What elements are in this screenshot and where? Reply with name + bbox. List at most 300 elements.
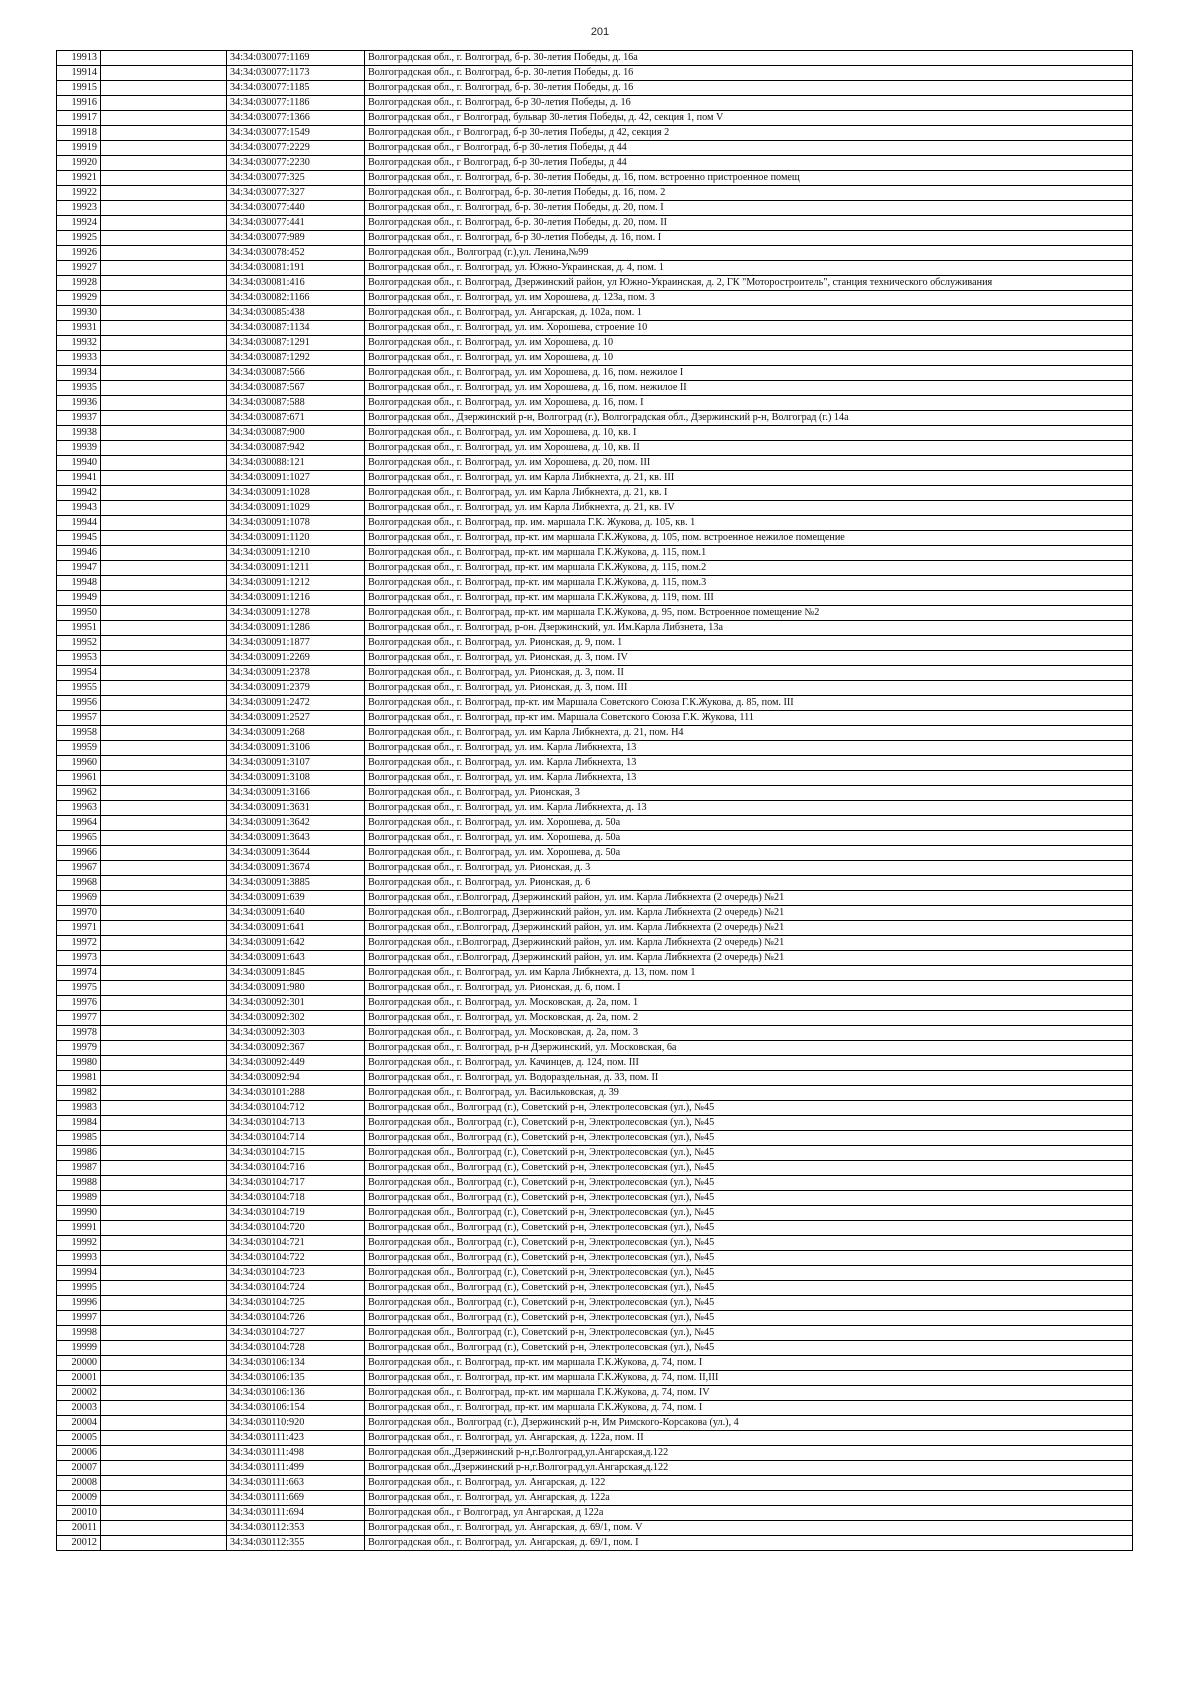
table-row [57, 156, 1133, 171]
row-number-cell: 19965 [57, 831, 101, 846]
table-row [57, 1056, 1133, 1071]
cadastral-number-cell: 34:34:030111:663 [227, 1476, 365, 1491]
table-row [57, 261, 1133, 276]
blank-cell [101, 921, 227, 936]
address-cell: Волгоградская обл., г. Волгоград, ул. Ангарская, д. 122 [365, 1476, 1133, 1491]
cadastral-number-cell: 34:34:030091:640 [227, 906, 365, 921]
cadastral-number-cell: 34:34:030104:724 [227, 1281, 365, 1296]
table-row [57, 846, 1133, 861]
table-row [57, 141, 1133, 156]
blank-cell [101, 96, 227, 111]
table-row [57, 111, 1133, 126]
row-number-cell: 19924 [57, 216, 101, 231]
row-number-cell: 19973 [57, 951, 101, 966]
cadastral-number-cell: 34:34:030087:1134 [227, 321, 365, 336]
address-cell: Волгоградская обл., г. Волгоград, ул. Рионская, д. 9, пом. 1 [365, 636, 1133, 651]
blank-cell [101, 1521, 227, 1536]
table-row [57, 1176, 1133, 1191]
table-row [57, 531, 1133, 546]
row-number-cell: 19984 [57, 1116, 101, 1131]
address-cell: Волгоградская обл., г. Волгоград, б-р. 30-летия Победы, д. 16а [365, 51, 1133, 66]
blank-cell [101, 261, 227, 276]
cadastral-number-cell: 34:34:030091:3885 [227, 876, 365, 891]
blank-cell [101, 621, 227, 636]
address-cell: Волгоградская обл., г. Волгоград, б-р 30-летия Победы, д. 16 [365, 96, 1133, 111]
address-cell: Волгоградская обл., г. Волгоград, б-р. 30-летия Победы, д. 20, пом. II [365, 216, 1133, 231]
row-number-cell: 19997 [57, 1311, 101, 1326]
address-cell: Волгоградская обл., г. Волгоград, ул. им Хорошева, д. 16, пом. нежилое II [365, 381, 1133, 396]
row-number-cell: 19941 [57, 471, 101, 486]
cadastral-number-cell: 34:34:030077:1185 [227, 81, 365, 96]
address-cell: Волгоградская обл., г.Волгоград, Дзержинский район, ул. им. Карла Либкнехта (2 очередь) №21 [365, 936, 1133, 951]
address-cell: Волгоградская обл., г. Волгоград, б-р. 30-летия Победы, д. 16, пом. 2 [365, 186, 1133, 201]
blank-cell [101, 1461, 227, 1476]
address-cell: Волгоградская обл., Волгоград (г.), Советский р-н, Электролесовская (ул.), №45 [365, 1161, 1133, 1176]
address-cell: Волгоградская обл., г. Волгоград, б-р. 30-летия Победы, д. 16 [365, 81, 1133, 96]
address-cell: Волгоградская обл., г. Волгоград, пр-кт. им Маршала Советского Союза Г.К.Жукова, д. 85, пом. III [365, 696, 1133, 711]
address-cell: Волгоградская обл., г. Волгоград, ул. им Хорошева, д. 10, кв. I [365, 426, 1133, 441]
blank-cell [101, 531, 227, 546]
address-cell: Волгоградская обл., г. Волгоград, пр-кт. им маршала Г.К.Жукова, д. 74, пом. I [365, 1356, 1133, 1371]
cadastral-number-cell: 34:34:030077:325 [227, 171, 365, 186]
address-cell: Волгоградская обл., г Волгоград, ул Ангарская, д 122а [365, 1506, 1133, 1521]
address-cell: Волгоградская обл., Волгоград (г.), Советский р-н, Электролесовская (ул.), №45 [365, 1146, 1133, 1161]
address-cell: Волгоградская обл., г. Волгоград, ул. им. Хорошева, д. 50а [365, 831, 1133, 846]
address-cell: Волгоградская обл., Волгоград (г.), Советский р-н, Электролесовская (ул.), №45 [365, 1341, 1133, 1356]
blank-cell [101, 81, 227, 96]
table-row [57, 1191, 1133, 1206]
address-cell: Волгоградская обл., Волгоград (г.), Советский р-н, Электролесовская (ул.), №45 [365, 1236, 1133, 1251]
address-cell: Волгоградская обл., г. Волгоград, ул. Ангарская, д. 122а, пом. II [365, 1431, 1133, 1446]
blank-cell [101, 1536, 227, 1551]
cadastral-number-cell: 34:34:030091:2379 [227, 681, 365, 696]
address-cell: Волгоградская обл., г. Волгоград, ул. им. Хорошева, д. 50а [365, 816, 1133, 831]
table-row [57, 321, 1133, 336]
blank-cell [101, 411, 227, 426]
cadastral-number-cell: 34:34:030081:191 [227, 261, 365, 276]
row-number-cell: 19978 [57, 1026, 101, 1041]
table-row [57, 1296, 1133, 1311]
blank-cell [101, 1191, 227, 1206]
cadastral-number-cell: 34:34:030077:441 [227, 216, 365, 231]
table-row [57, 246, 1133, 261]
table-row [57, 786, 1133, 801]
address-cell: Волгоградская обл., г. Волгоград, пр-кт. им маршала Г.К.Жукова, д. 115, пом.2 [365, 561, 1133, 576]
row-number-cell: 19915 [57, 81, 101, 96]
table-row [57, 1131, 1133, 1146]
cadastral-number-cell: 34:34:030091:1028 [227, 486, 365, 501]
table-row [57, 981, 1133, 996]
table-row [57, 1521, 1133, 1536]
address-cell: Волгоградская обл., г. Волгоград, ул. им. Карла Либкнехта, д. 13 [365, 801, 1133, 816]
cadastral-number-cell: 34:34:030077:1169 [227, 51, 365, 66]
cadastral-number-cell: 34:34:030104:728 [227, 1341, 365, 1356]
blank-cell [101, 786, 227, 801]
table-row [57, 1446, 1133, 1461]
row-number-cell: 19967 [57, 861, 101, 876]
blank-cell [101, 861, 227, 876]
address-cell: Волгоградская обл., г Волгоград, б-р 30-летия Победы, д 44 [365, 156, 1133, 171]
cadastral-number-cell: 34:34:030091:3107 [227, 756, 365, 771]
address-cell: Волгоградская обл., г. Волгоград, ул. Рионская, д. 3 [365, 861, 1133, 876]
row-number-cell: 19956 [57, 696, 101, 711]
cadastral-number-cell: 34:34:030091:3642 [227, 816, 365, 831]
cadastral-number-cell: 34:34:030104:721 [227, 1236, 365, 1251]
address-cell: Волгоградская обл., г Волгоград, б-р 30-летия Победы, д 42, секция 2 [365, 126, 1133, 141]
cadastral-number-cell: 34:34:030082:1166 [227, 291, 365, 306]
blank-cell [101, 1341, 227, 1356]
row-number-cell: 19968 [57, 876, 101, 891]
table-row [57, 891, 1133, 906]
address-cell: Волгоградская обл., г. Волгоград, пр-кт. им маршала Г.К.Жукова, д. 115, пом.1 [365, 546, 1133, 561]
row-number-cell: 19960 [57, 756, 101, 771]
blank-cell [101, 201, 227, 216]
cadastral-number-cell: 34:34:030087:588 [227, 396, 365, 411]
address-cell: Волгоградская обл., г. Волгоград, пр-кт. им маршала Г.К.Жукова, д. 105, пом. встроенное нежилое помещение [365, 531, 1133, 546]
cadastral-number-cell: 34:34:030106:135 [227, 1371, 365, 1386]
cadastral-number-cell: 34:34:030091:2378 [227, 666, 365, 681]
blank-cell [101, 501, 227, 516]
address-cell: Волгоградская обл., г. Волгоград, ул. им Хорошева, д. 20, пом. III [365, 456, 1133, 471]
cadastral-number-cell: 34:34:030092:367 [227, 1041, 365, 1056]
address-cell: Волгоградская обл., Волгоград (г.), Советский р-н, Электролесовская (ул.), №45 [365, 1281, 1133, 1296]
cadastral-number-cell: 34:34:030111:694 [227, 1506, 365, 1521]
address-cell: Волгоградская обл., г. Волгоград, ул. Рионская, д. 3, пом. IV [365, 651, 1133, 666]
blank-cell [101, 801, 227, 816]
row-number-cell: 19932 [57, 336, 101, 351]
table-row [57, 441, 1133, 456]
row-number-cell: 19998 [57, 1326, 101, 1341]
table-row [57, 1416, 1133, 1431]
cadastral-number-cell: 34:34:030091:1078 [227, 516, 365, 531]
cadastral-number-cell: 34:34:030104:722 [227, 1251, 365, 1266]
row-number-cell: 19994 [57, 1266, 101, 1281]
table-row [57, 396, 1133, 411]
table-row [57, 621, 1133, 636]
blank-cell [101, 1386, 227, 1401]
address-cell: Волгоградская обл., г. Волгоград, пр-кт. им маршала Г.К.Жукова, д. 74, пом. IV [365, 1386, 1133, 1401]
blank-cell [101, 1296, 227, 1311]
table-row [57, 1011, 1133, 1026]
address-cell: Волгоградская обл., г. Волгоград, ул. Ангарская, д. 69/1, пом. V [365, 1521, 1133, 1536]
cadastral-number-cell: 34:34:030091:268 [227, 726, 365, 741]
blank-cell [101, 1221, 227, 1236]
address-cell: Волгоградская обл., г. Волгоград, ул. Московская, д. 2а, пом. 1 [365, 996, 1133, 1011]
row-number-cell: 19922 [57, 186, 101, 201]
blank-cell [101, 936, 227, 951]
row-number-cell: 19964 [57, 816, 101, 831]
row-number-cell: 19966 [57, 846, 101, 861]
row-number-cell: 19971 [57, 921, 101, 936]
cadastral-number-cell: 34:34:030091:845 [227, 966, 365, 981]
cadastral-number-cell: 34:34:030091:980 [227, 981, 365, 996]
table-row [57, 1236, 1133, 1251]
cadastral-number-cell: 34:34:030104:727 [227, 1326, 365, 1341]
table-row [57, 216, 1133, 231]
cadastral-number-cell: 34:34:030104:725 [227, 1296, 365, 1311]
blank-cell [101, 996, 227, 1011]
table-row [57, 126, 1133, 141]
blank-cell [101, 891, 227, 906]
address-cell: Волгоградская обл., г. Волгоград, ул. им Карла Либкнехта, д. 21, кв. III [365, 471, 1133, 486]
cadastral-number-cell: 34:34:030110:920 [227, 1416, 365, 1431]
address-cell: Волгоградская обл., Волгоград (г.), Советский р-н, Электролесовская (ул.), №45 [365, 1101, 1133, 1116]
table-row [57, 741, 1133, 756]
cadastral-number-cell: 34:34:030106:134 [227, 1356, 365, 1371]
table-row [57, 486, 1133, 501]
row-number-cell: 19929 [57, 291, 101, 306]
cadastral-number-cell: 34:34:030091:1216 [227, 591, 365, 606]
blank-cell [101, 681, 227, 696]
blank-cell [101, 1476, 227, 1491]
cadastral-number-cell: 34:34:030091:1120 [227, 531, 365, 546]
table-row [57, 276, 1133, 291]
cadastral-number-cell: 34:34:030077:989 [227, 231, 365, 246]
table-row [57, 756, 1133, 771]
address-cell: Волгоградская обл., г. Волгоград, ул. Южно-Украинская, д. 4, пом. 1 [365, 261, 1133, 276]
table-row [57, 1386, 1133, 1401]
page-number: 201 [590, 26, 610, 38]
address-cell: Волгоградская обл., г Волгоград, бульвар 30-летия Победы, д. 42, секция 1, пом V [365, 111, 1133, 126]
blank-cell [101, 396, 227, 411]
blank-cell [101, 1086, 227, 1101]
blank-cell [101, 696, 227, 711]
table-row [57, 546, 1133, 561]
row-number-cell: 19985 [57, 1131, 101, 1146]
address-cell: Волгоградская обл., Волгоград (г.), Советский р-н, Электролесовская (ул.), №45 [365, 1176, 1133, 1191]
cadastral-number-cell: 34:34:030106:154 [227, 1401, 365, 1416]
blank-cell [101, 876, 227, 891]
table-row [57, 606, 1133, 621]
cadastral-number-cell: 34:34:030111:669 [227, 1491, 365, 1506]
table-row [57, 1041, 1133, 1056]
row-number-cell: 19987 [57, 1161, 101, 1176]
row-number-cell: 19940 [57, 456, 101, 471]
blank-cell [101, 486, 227, 501]
cadastral-number-cell: 34:34:030091:3106 [227, 741, 365, 756]
row-number-cell: 20005 [57, 1431, 101, 1446]
row-number-cell: 19970 [57, 906, 101, 921]
row-number-cell: 19977 [57, 1011, 101, 1026]
address-cell: Волгоградская обл., Волгоград (г.), Дзержинский р-н, Им Римского-Корсакова (ул.), 4 [365, 1416, 1133, 1431]
cadastral-number-cell: 34:34:030104:712 [227, 1101, 365, 1116]
cadastral-number-cell: 34:34:030092:449 [227, 1056, 365, 1071]
blank-cell [101, 756, 227, 771]
table-row [57, 456, 1133, 471]
row-number-cell: 19928 [57, 276, 101, 291]
address-cell: Волгоградская обл., г. Волгоград, ул. Ангарская, д. 102а, пом. 1 [365, 306, 1133, 321]
cadastral-number-cell: 34:34:030087:942 [227, 441, 365, 456]
cadastral-number-cell: 34:34:030091:2472 [227, 696, 365, 711]
table-row [57, 1266, 1133, 1281]
row-number-cell: 19963 [57, 801, 101, 816]
row-number-cell: 20000 [57, 1356, 101, 1371]
row-number-cell: 19954 [57, 666, 101, 681]
table-row [57, 1026, 1133, 1041]
address-cell: Волгоградская обл., г. Волгоград, ул. Качинцев, д. 124, пом. III [365, 1056, 1133, 1071]
address-cell: Волгоградская обл., Волгоград (г.), Советский р-н, Электролесовская (ул.), №45 [365, 1251, 1133, 1266]
address-cell: Волгоградская обл., г. Волгоград, ул. Рионская, д. 6 [365, 876, 1133, 891]
cadastral-number-cell: 34:34:030092:303 [227, 1026, 365, 1041]
row-number-cell: 19979 [57, 1041, 101, 1056]
table-row [57, 726, 1133, 741]
blank-cell [101, 366, 227, 381]
blank-cell [101, 1161, 227, 1176]
address-cell: Волгоградская обл., Волгоград (г.), Советский р-н, Электролесовская (ул.), №45 [365, 1266, 1133, 1281]
cadastral-number-cell: 34:34:030104:714 [227, 1131, 365, 1146]
cadastral-number-cell: 34:34:030104:713 [227, 1116, 365, 1131]
table-row [57, 1506, 1133, 1521]
cadastral-number-cell: 34:34:030077:1366 [227, 111, 365, 126]
blank-cell [101, 66, 227, 81]
cadastral-number-cell: 34:34:030092:94 [227, 1071, 365, 1086]
blank-cell [101, 1251, 227, 1266]
cadastral-number-cell: 34:34:030078:452 [227, 246, 365, 261]
address-cell: Волгоградская обл., Волгоград (г.), Советский р-н, Электролесовская (ул.), №45 [365, 1296, 1133, 1311]
cadastral-number-cell: 34:34:030077:440 [227, 201, 365, 216]
blank-cell [101, 1146, 227, 1161]
table-row [57, 651, 1133, 666]
address-cell: Волгоградская обл., г. Волгоград, ул. Московская, д. 2а, пом. 2 [365, 1011, 1133, 1026]
blank-cell [101, 216, 227, 231]
address-cell: Волгоградская обл., г.Волгоград, Дзержинский район, ул. им. Карла Либкнехта (2 очередь) №21 [365, 951, 1133, 966]
blank-cell [101, 186, 227, 201]
row-number-cell: 19981 [57, 1071, 101, 1086]
address-cell: Волгоградская обл., г. Волгоград, ул. им Карла Либкнехта, д. 13, пом. пом 1 [365, 966, 1133, 981]
blank-cell [101, 1011, 227, 1026]
row-number-cell: 19947 [57, 561, 101, 576]
table-row [57, 711, 1133, 726]
table-row [57, 96, 1133, 111]
row-number-cell: 20003 [57, 1401, 101, 1416]
row-number-cell: 19976 [57, 996, 101, 1011]
cadastral-number-cell: 34:34:030091:639 [227, 891, 365, 906]
row-number-cell: 19939 [57, 441, 101, 456]
table-row [57, 576, 1133, 591]
cadastral-number-cell: 34:34:030088:121 [227, 456, 365, 471]
table-row [57, 501, 1133, 516]
row-number-cell: 19918 [57, 126, 101, 141]
address-cell: Волгоградская обл., Волгоград (г.), Советский р-н, Электролесовская (ул.), №45 [365, 1221, 1133, 1236]
cadastral-number-cell: 34:34:030091:3631 [227, 801, 365, 816]
row-number-cell: 19945 [57, 531, 101, 546]
blank-cell [101, 1176, 227, 1191]
row-number-cell: 19933 [57, 351, 101, 366]
cadastral-number-cell: 34:34:030104:719 [227, 1206, 365, 1221]
cadastral-number-cell: 34:34:030091:1212 [227, 576, 365, 591]
row-number-cell: 19920 [57, 156, 101, 171]
table-row [57, 426, 1133, 441]
table-row [57, 51, 1133, 66]
cadastral-number-cell: 34:34:030091:2527 [227, 711, 365, 726]
row-number-cell: 19935 [57, 381, 101, 396]
address-cell: Волгоградская обл., г. Волгоград, ул. им Карла Либкнехта, д. 21, кв. I [365, 486, 1133, 501]
cadastral-number-cell: 34:34:030091:1029 [227, 501, 365, 516]
blank-cell [101, 1431, 227, 1446]
blank-cell [101, 1131, 227, 1146]
blank-cell [101, 1071, 227, 1086]
cadastral-number-cell: 34:34:030091:643 [227, 951, 365, 966]
address-cell: Волгоградская обл., г.Волгоград, Дзержинский район, ул. им. Карла Либкнехта (2 очередь) №21 [365, 891, 1133, 906]
blank-cell [101, 246, 227, 261]
cadastral-number-cell: 34:34:030091:1877 [227, 636, 365, 651]
cadastral-number-cell: 34:34:030112:353 [227, 1521, 365, 1536]
cadastral-number-cell: 34:34:030091:1210 [227, 546, 365, 561]
address-cell: Волгоградская обл., Волгоград (г.), Советский р-н, Электролесовская (ул.), №45 [365, 1131, 1133, 1146]
row-number-cell: 19959 [57, 741, 101, 756]
address-cell: Волгоградская обл., г. Волгоград, б-р. 30-летия Победы, д. 20, пом. I [365, 201, 1133, 216]
row-number-cell: 19951 [57, 621, 101, 636]
cadastral-number-cell: 34:34:030111:499 [227, 1461, 365, 1476]
cadastral-number-cell: 34:34:030111:498 [227, 1446, 365, 1461]
cadastral-number-cell: 34:34:030077:1186 [227, 96, 365, 111]
cadastral-number-cell: 34:34:030087:900 [227, 426, 365, 441]
row-number-cell: 20002 [57, 1386, 101, 1401]
blank-cell [101, 291, 227, 306]
row-number-cell: 19921 [57, 171, 101, 186]
cadastral-number-cell: 34:34:030104:715 [227, 1146, 365, 1161]
table-row [57, 351, 1133, 366]
row-number-cell: 19957 [57, 711, 101, 726]
blank-cell [101, 1371, 227, 1386]
row-number-cell: 19946 [57, 546, 101, 561]
row-number-cell: 19989 [57, 1191, 101, 1206]
table-row [57, 516, 1133, 531]
blank-cell [101, 666, 227, 681]
table-row [57, 816, 1133, 831]
table-row [57, 366, 1133, 381]
cadastral-number-cell: 34:34:030087:567 [227, 381, 365, 396]
table-row [57, 591, 1133, 606]
blank-cell [101, 1026, 227, 1041]
blank-cell [101, 51, 227, 66]
cadastral-number-cell: 34:34:030091:3108 [227, 771, 365, 786]
address-cell: Волгоградская обл., г. Волгоград, б-р. 30-летия Победы, д. 16, пом. встроенно пристроенное помещ [365, 171, 1133, 186]
blank-cell [101, 156, 227, 171]
address-cell: Волгоградская обл., г. Волгоград, ул. им. Карла Либкнехта, 13 [365, 771, 1133, 786]
cadastral-number-cell: 34:34:030091:3166 [227, 786, 365, 801]
row-number-cell: 20011 [57, 1521, 101, 1536]
row-number-cell: 20006 [57, 1446, 101, 1461]
table-row [57, 1086, 1133, 1101]
cadastral-number-cell: 34:34:030091:2269 [227, 651, 365, 666]
cadastral-number-cell: 34:34:030077:1173 [227, 66, 365, 81]
blank-cell [101, 1401, 227, 1416]
table-row [57, 876, 1133, 891]
row-number-cell: 19914 [57, 66, 101, 81]
row-number-cell: 20010 [57, 1506, 101, 1521]
table-row [57, 1401, 1133, 1416]
blank-cell [101, 321, 227, 336]
table-row [57, 201, 1133, 216]
table-row [57, 636, 1133, 651]
row-number-cell: 19962 [57, 786, 101, 801]
blank-cell [101, 651, 227, 666]
row-number-cell: 19983 [57, 1101, 101, 1116]
row-number-cell: 19992 [57, 1236, 101, 1251]
blank-cell [101, 1056, 227, 1071]
table-row [57, 696, 1133, 711]
blank-cell [101, 1041, 227, 1056]
row-number-cell: 19948 [57, 576, 101, 591]
table-row [57, 1251, 1133, 1266]
address-cell: Волгоградская обл., г. Волгоград, ул. им. Хорошева, строение 10 [365, 321, 1133, 336]
table-row [57, 831, 1133, 846]
table-row [57, 381, 1133, 396]
row-number-cell: 19926 [57, 246, 101, 261]
table-row [57, 306, 1133, 321]
row-number-cell: 19917 [57, 111, 101, 126]
